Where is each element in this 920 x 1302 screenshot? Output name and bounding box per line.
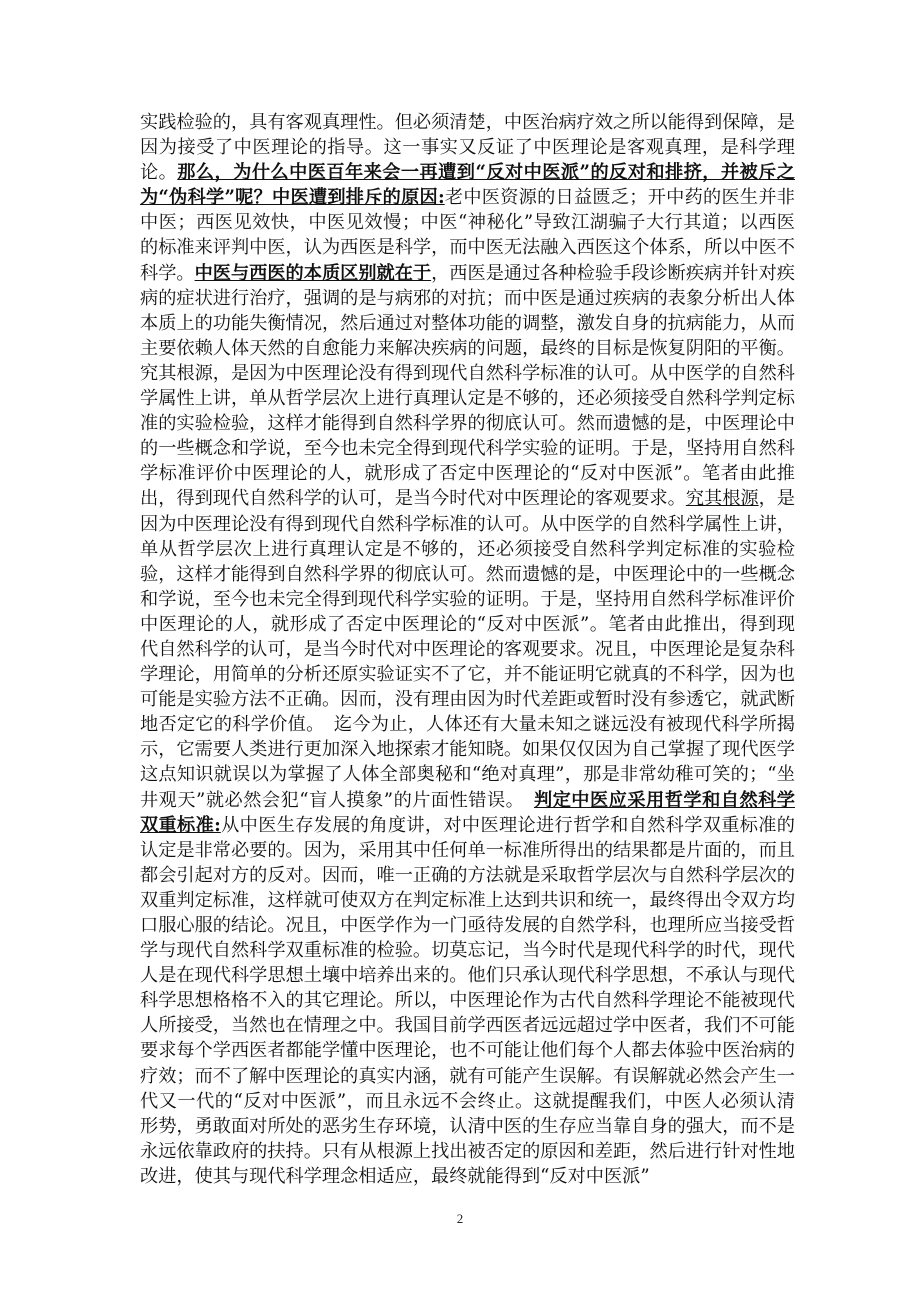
underlined-phrase: 究其根源 bbox=[685, 488, 759, 510]
text-segment: 从中医生存发展的角度讲，对中医理论进行哲学和自然科学双重标准的认定是非常必要的。因为，采用其中任何单一标准所得出的结果都是片面的，而且都会引起对方的反对。因而，唯一正确的方法就是采取哲学层次与自然科学层次的双重判定标准，这样就可使双方在判定标准上达到共识和统一，最终得出令双方均口服心服的结论。况且，中医学作为一门亟待发展的自然学科，也理所应当接受哲学与现代自然科学双重标准的检验。切莫忘记，当今时代是现代科学的时代，现代人是在现代科学思想土壤中培养出来的。他们只承认现代科学思想，不承认与现代科学思想格格不入的其它理论。所以，中医理论作为古代自然科学理论不能被现代人所接受，当然也在情理之中。我国目前学西医者远远超过学中医者，我们不可能要求每个学西医者都能学懂中医理论，也不可能让他们每个人都去体验中医治病的疗效；而不了解中医理论的真实内涵，就有可能产生误解。有误解就必然会产生一代又一代的“反对中医派”，而且永远不会终止。这就提醒我们，中医人必须认清形势，勇敢面对所处的恶劣生存环境，认清中医的生存应当靠自身的强大，而不是永远依靠政府的扶持。只有从根源上找出被否定的原因和差距，然后进行针对性地改进，使其与现代科学理念相适应，最终就能得到“反对中医派” bbox=[140, 814, 795, 1187]
page-number: 2 bbox=[456, 1211, 464, 1226]
text-segment: ，西医是通过各种检验手段诊断疾病并针对疾病的症状进行治疗，强调的是与病邪的对抗；而中医是通过疾病的表象分析出人体本质上的功能失衡情况，然后通过对整体功能的调整，激发自身的抗病能力，从而主要依赖人体天然的自愈能力来解决疾病的问题，最终的目标是恢复阴阳的平衡。究其根源，是因为中医理论没有得到现代自然科学标准的认可。从中医学的自然科学属性上讲，单从哲学层次上进行真理认定是不够的，还必须接受自然科学判定标准的实验检验，这样才能得到自然科学界的彻底认可。然而遗憾的是，中医理论中的一些概念和学说，至今也未完全得到现代科学实验的证明。于是，坚持用自然科学标准评价中医理论的人，就形成了否定中医理论的“反对中医派”。笔者由此推出，得到现代自然科学的认可，是当今时代对中医理论的客观要求。 bbox=[140, 262, 795, 510]
text-segment: 老中医资源的日益匮乏；开中药的医生并非中医；西医见效快，中医见效慢；中医“神秘化”导致江湖骗子大行其道；以西医的标准来评判中医，认为西医是科学，而中医无法融入西医这个体系，所以中医不科学。 bbox=[140, 187, 795, 284]
bold-heading-essential-difference: 中医与西医的本质区别就在于 bbox=[194, 262, 432, 284]
text-segment: 实践检验的，具有客观真理性。但必须清楚，中医治病疗效之所以能得到保障，是因为接受了中医理论的指导。这一事实又反证了中医理论是客观真理，是科学理论。 bbox=[140, 112, 795, 184]
bold-heading-why-rejected: 那么，为什么中医百年来会一再遭到“反对中医派”的反对和排挤，并被斥之为“伪科学”呢？中医遭到排斥的原因: bbox=[140, 162, 795, 209]
body-paragraph bbox=[140, 110, 795, 1189]
text-segment: ，是因为中医理论没有得到现代自然科学标准的认可。从中医学的自然科学属性上讲，单从哲学层次上进行真理认定是不够的，还必须接受自然科学判定标准的实验检验，这样才能得到自然科学界的彻底认可。然而遗憾的是，中医理论中的一些概念和学说，至今也未完全得到现代科学实验的证明。于是，坚持用自然科学标准评价中医理论的人，就形成了否定中医理论的“反对中医派”。笔者由此推出，得到现代自然科学的认可，是当今时代对中医理论的客观要求。况且，中医理论是复杂科学理论，用简单的分析还原实验证实不了它，并不能证明它就真的不科学，因为也可能是实验方法不正确。因而，没有理由因为时代差距或暂时没有参透它，就武断地否定它的科学价值。 迄今为止，人体还有大量未知之谜远没有被现代科学所揭示，它需要人类进行更加深入地探索才能知晓。如果仅仅因为自己掌握了现代医学这点知识就误以为掌握了人体全部奥秘和“绝对真理”，那是非常幼稚可笑的；“坐井观天”就必然会犯“盲人摸象”的片面性错误。 bbox=[140, 488, 795, 811]
bold-heading-dual-standard: 判定中医应采用哲学和自然科学双重标准: bbox=[140, 789, 795, 836]
